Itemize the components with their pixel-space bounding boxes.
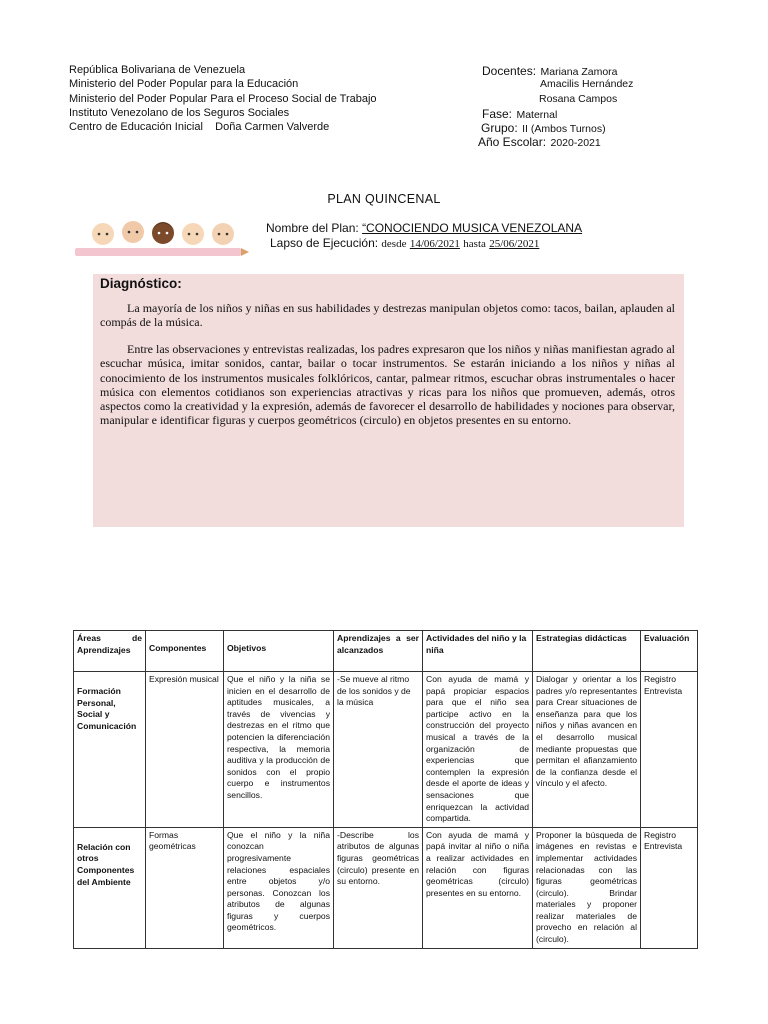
plan-name-line	[266, 221, 582, 235]
table-header-row	[74, 631, 698, 672]
diagnostico-box	[93, 274, 684, 527]
institution-header	[69, 63, 377, 134]
plan-name-value: “CONOCIENDO MUSICA VENEZOLANA	[362, 221, 583, 235]
child-icon	[151, 222, 175, 244]
child-icon	[91, 223, 115, 245]
docente-name: Mariana Zamora	[540, 66, 618, 78]
componente-cell: Formas geométricas	[146, 827, 224, 948]
desde-date: 14/06/2021	[409, 238, 460, 250]
componente-cell: Expresión musical	[146, 672, 224, 828]
column-header: Áreas de Aprendizajes	[74, 631, 146, 672]
docentes-label: Docentes:	[482, 64, 537, 78]
estrategia-cell: Dialogar y orientar a los padres y/o representantes para Crear situaciones de enseñanza para que los niños y niñas avancen en el desarrollo musical mediante propuestas que permitan el afianzamiento de la confianza desde el vínculo y el afecto.	[533, 672, 641, 828]
hasta-label: hasta	[463, 238, 486, 250]
area-cell: Formación Personal, Social y Comunicación	[74, 672, 146, 828]
plan-table	[73, 630, 698, 949]
docente-name: Amacilis Hernández	[540, 78, 634, 90]
column-header: Aprendizajes a ser alcanzados	[334, 631, 423, 672]
grupo-label: Grupo:	[481, 121, 518, 135]
evaluacion-cell: Registro Entrevista	[641, 672, 698, 828]
institution-line: República Bolivariana de Venezuela	[69, 64, 246, 76]
diagnostico-paragraph: Entre las observaciones y entrevistas realizadas, los padres expresaron que los niños y niñas manifiestan agrado al escuchar música, imitar sonidos, cantar, bailar o tocar instrumentos. Se estarán iniciando a los niños y niñas al conocimiento de los instrumentos musicales folklóricos, cantar, palmear ritmos, escuchar obras instrumentales o hacer música con elementos cotidianos son experiencias atractivas y ricas para los niños que promueven, además, otros aspectos como la creatividad y la expresión, además de favorecer el desarrollo de habilidades y nociones para observar, manipular e identificar figuras y cuerpos geométricos (circulo) en objetos presentes en su entorno.	[100, 342, 675, 428]
area-cell: Relación con otros Componentes del Ambiente	[74, 827, 146, 948]
table-row	[74, 672, 698, 828]
aprendizaje-cell: -Se mueve al ritmo de los sonidos y de la música	[334, 672, 423, 828]
child-icon	[121, 221, 145, 243]
docente-name: Rosana Campos	[539, 93, 618, 105]
anio-label: Año Escolar:	[478, 135, 547, 149]
column-header: Objetivos	[224, 631, 334, 672]
objetivo-cell: Que el niño y la niña conozcan progresivamente relaciones espaciales entre objetos y/o personas. Conozcan los atributos de algunas figuras y cuerpos geométricos.	[224, 827, 334, 948]
column-header: Evaluación	[641, 631, 698, 672]
lapso-line	[270, 236, 539, 250]
lapso-label: Lapso de Ejecución:	[270, 236, 379, 250]
institution-line: Centro de Educación Inicial Doña Carmen Valverde	[69, 121, 330, 134]
hasta-date: 25/06/2021	[489, 238, 540, 250]
anio-value: 2020-2021	[550, 137, 601, 149]
actividad-cell: Con ayuda de mamá y papá invitar al niño o niña a realizar actividades en relación con figuras geométricas (circulo) presentes en su entorno.	[423, 827, 533, 948]
fase-value: Maternal	[516, 109, 558, 121]
diagnostico-title: Diagnóstico:	[100, 276, 182, 291]
column-header: Actividades del niño y la niña	[423, 631, 533, 672]
actividad-cell: Con ayuda de mamá y papá propiciar espacios para que el niño sea participe activo en la construcción del proyecto musical a través de la organización de experiencias que contemplen la expresión desde el aporte de ideas y sensaciones que enriquezcan la actividad compartida.	[423, 672, 533, 828]
children-illustration	[73, 212, 249, 260]
fase-label: Fase:	[482, 107, 513, 121]
evaluacion-cell: Registro Entrevista	[641, 827, 698, 948]
aprendizaje-cell: -Describe los atributos de algunas figuras geométricas (circulo) presente en su entorno.	[334, 827, 423, 948]
estrategia-cell: Proponer la búsqueda de imágenes en revistas e implementar actividades relacionadas con las figuras geométricas (circulo). Brindar materiales y proponer realizar materiales de provecho en relación al (circulo).	[533, 827, 641, 948]
grupo-value: II (Ambos Turnos)	[522, 123, 606, 135]
column-header: Estrategias didácticas	[533, 631, 641, 672]
diagnostico-paragraph: La mayoría de los niños y niñas en sus habilidades y destrezas manipulan objetos como: tacos, bailan, aplauden al compás de la música.	[100, 301, 675, 330]
page-title: PLAN QUINCENAL	[327, 192, 441, 206]
table-row	[74, 827, 698, 948]
institution-line: Instituto Venezolano de los Seguros Sociales	[69, 106, 290, 119]
child-icon	[211, 223, 235, 245]
desde-label: desde	[381, 238, 407, 250]
institution-line: Ministerio del Poder Popular Para el Proceso Social de Trabajo	[69, 92, 377, 105]
institution-line: Ministerio del Poder Popular para la Educación	[69, 78, 299, 91]
plan-name-label: Nombre del Plan:	[266, 221, 359, 235]
column-header: Componentes	[146, 631, 224, 672]
child-icon	[181, 223, 205, 245]
objetivo-cell: Que el niño y la niña se inicien en el desarrollo de aptitudes musicales, a través de vivencias y destrezas en el ritmo que potencien la diferenciación respectiva, la memoria auditiva y la producción de sonidos con el propio cuerpo e instrumentos sencillos.	[224, 672, 334, 828]
